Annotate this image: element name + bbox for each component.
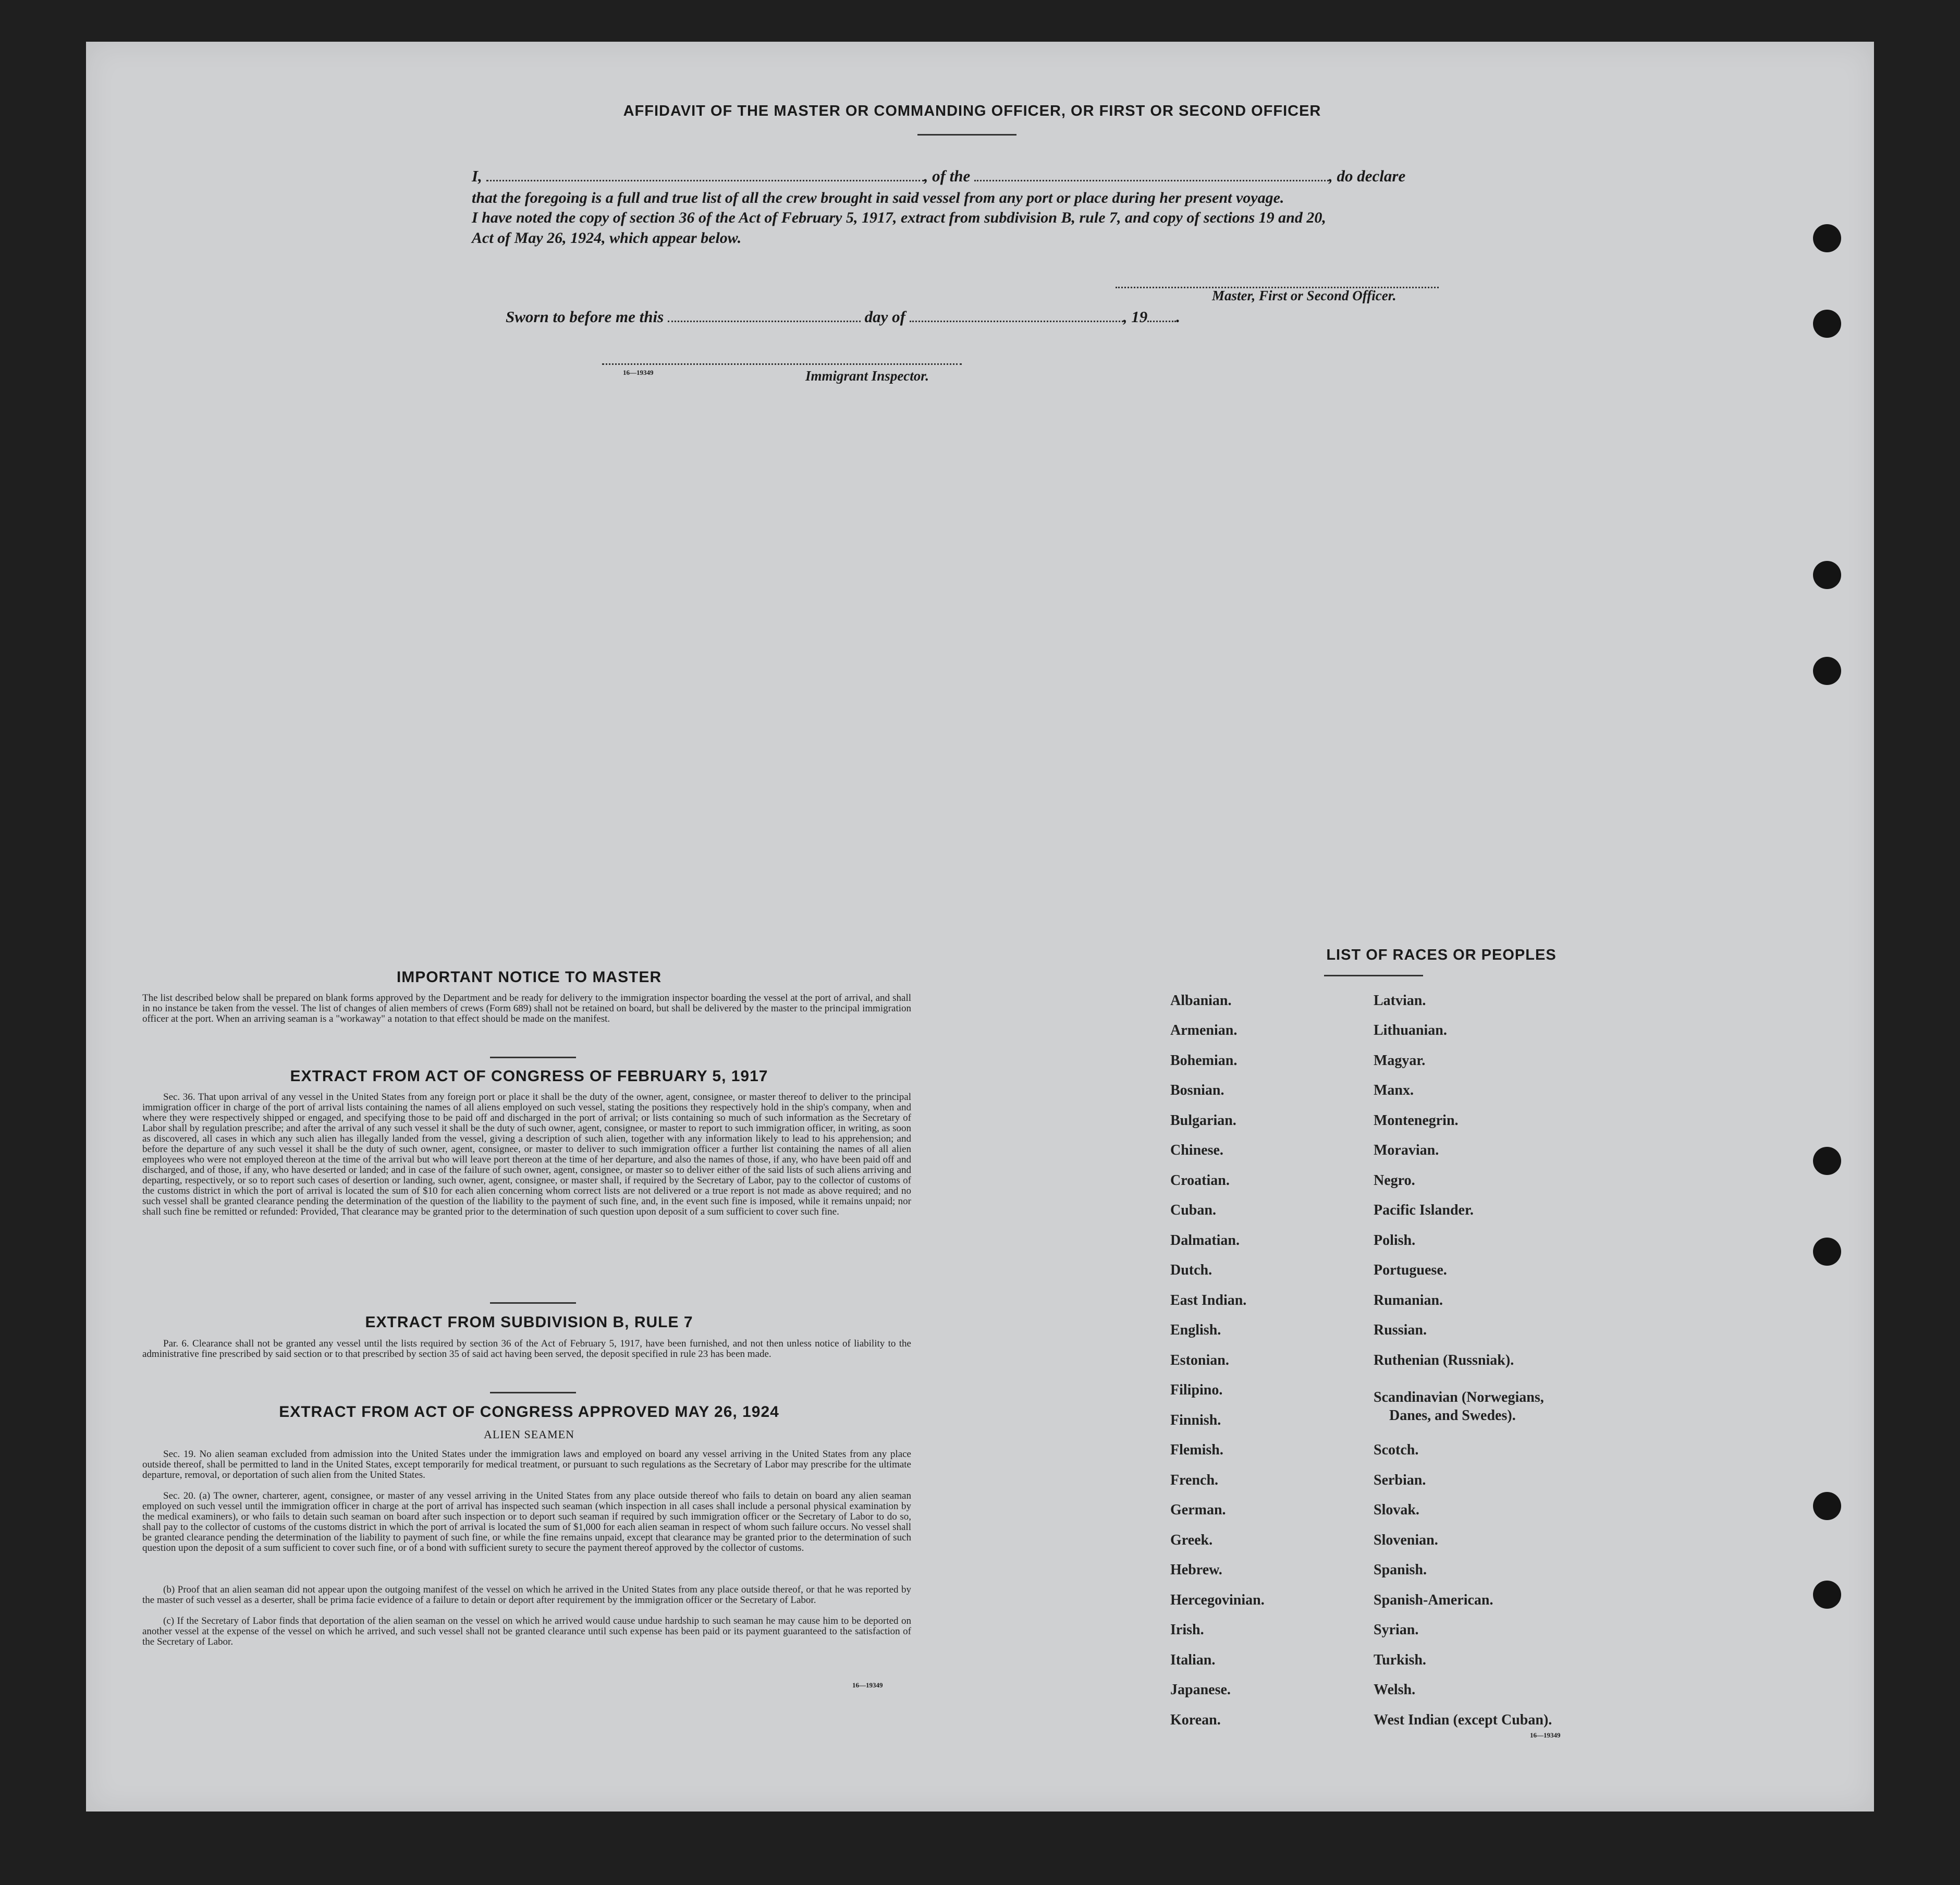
extract-1917-text: Sec. 36. That upon arrival of any vessel in the United States from any foreign port or place it shall be the duty of the owner, agent, consignee, or master thereof to deliver to the principal immigration officer in charge of the port of arrival lists containing the names of all aliens employed on such vessel, stating the positions they respectively hold in the ship's company, when and where they were respectively shipped or engaged, and specifying those to be paid off and discharged in the port of arrival; or lists containing so much of such information as the Secretary of Labor shall by regulation prescribe; and after the arrival of any such vessel it shall be the duty of such owner, agent, consignee, or master to report to such immigration officer, in writing, as soon as discovered, all cases in which any such alien has illegally landed from the vessel, giving a description of such alien, together with any information likely to lead to his apprehension; and before the departure of any such vessel it shall be the duty of such owner, agent, consignee, or master to deliver to such immigration officer a further list containing the names of all alien employees who were not employed thereon at the time of the arrival but who will leave port thereon at the time of her departure, and also the names of those, if any, who have been paid off and discharged, and of those, if any, who have deserted or landed; and in case of the failure of such owner, agent, consignee, or master so to deliver either of the said lists of such aliens arriving and departing, respectively, or so to report such cases of desertion or landing, such owner, agent, consignee, or master shall, if required by the Secretary of Labor, pay to the collector of customs of the customs district in which the port of arrival is located the sum of $10 for each alien concerning whom correct lists are not delivered or a true report is not made as above required; and no such vessel shall be granted clearance pending the determination of the question of the liability to the payment of such fine, and, in the event such fine is imposed, while it remains unpaid; nor shall such fine be remitted or refunded: Provided, That clearance may be granted prior to the determination of such question upon deposit of a sum sufficient to cover such fine.: [142, 1092, 911, 1217]
section-rule: [490, 1302, 576, 1304]
affidavit-title: AFFIDAVIT OF THE MASTER OR COMMANDING OFFICER, OR FIRST OR SECOND OFFICER: [623, 103, 1321, 119]
rule7-text: Par. 6. Clearance shall not be granted any vessel until the lists required by section 36 of the Act of February 5, 1917, have been furnished, and not then unless notice of liability to the administrative fine prescribed by said section or to that prescribed by section 35 of said act having been served, the deposit specified in rule 23 has been made.: [142, 1338, 911, 1360]
race-item: Albanian.: [1170, 993, 1232, 1009]
punch-hole: [1813, 1147, 1841, 1175]
affidavit-i: I,: [472, 167, 482, 185]
race-item: Dutch.: [1170, 1262, 1212, 1278]
race-item: Manx.: [1374, 1082, 1414, 1098]
race-item: Flemish.: [1170, 1442, 1223, 1458]
race-item: Croatian.: [1170, 1172, 1230, 1189]
race-item: Bulgarian.: [1170, 1112, 1236, 1129]
race-item: Serbian.: [1374, 1472, 1426, 1488]
race-item: Korean.: [1170, 1712, 1221, 1728]
race-item: Russian.: [1374, 1322, 1427, 1338]
inspector-signature-line: [602, 363, 962, 365]
punch-hole: [1813, 1581, 1841, 1609]
punch-hole: [1813, 224, 1841, 252]
race-item: Greek.: [1170, 1532, 1213, 1548]
notice-text: The list described below shall be prepared on blank forms approved by the Department and be ready for delivery to the immigration inspector boarding the vessel at the port of arrival, and shall in no instance be taken from the vessel. The list of changes of alien members of crews (Form 689) shall not be retained on board, but shall be delivered by the master to the principal immigration officer at the port. When an arriving seaman is a "workaway" a notation to that effect should be made on the manifest.: [142, 993, 911, 1024]
year-prefix: , 19: [1123, 308, 1148, 326]
sworn-line: Sworn to before me this day of , 19 .: [506, 308, 1180, 326]
extract-1924-subtitle: ALIEN SEAMEN: [484, 1428, 574, 1441]
race-item: Slovenian.: [1374, 1532, 1438, 1548]
race-item: Hercegovinian.: [1170, 1592, 1265, 1608]
race-item: Dalmatian.: [1170, 1232, 1240, 1248]
race-item: Danes, and Swedes).: [1389, 1407, 1516, 1424]
race-item: West Indian (except Cuban).: [1374, 1712, 1552, 1728]
race-item: Bohemian.: [1170, 1052, 1238, 1069]
affidavit-line-4: Act of May 26, 1924, which appear below.: [472, 229, 742, 247]
sworn-month-field: [910, 321, 1123, 322]
race-item: Spanish.: [1374, 1562, 1427, 1578]
race-item: Syrian.: [1374, 1622, 1419, 1638]
vessel-name-field: [974, 180, 1329, 181]
race-item: Latvian.: [1374, 993, 1426, 1009]
sec20a-text: Sec. 20. (a) The owner, charterer, agent, consignee, or master of any vessel arriving in the United States from any place outside thereof who fails to detain on board any alien seaman employed on such vessel until the immigration officer in charge at the port of arrival has inspected such seaman (which inspection in all cases shall include a personal physical examination by the medical examiners), or who fails to detain such seaman on board after such inspection or to deport such seaman if required by such immigration officer or the Secretary of Labor to do so, shall pay to the collector of customs of the customs district in which the port of arrival is located the sum of $1,000 for each alien seaman in respect of whom such failure occurs. No vessel shall be granted clearance pending the determination of the liability to payment of such fine, or while the fine remains unpaid, except that clearance may be granted prior to the determination of such question upon the deposit of a sum sufficient to cover such fine, or of a bond with sufficient surety to secure the payment thereof approved by the collector of customs.: [142, 1490, 911, 1553]
notice-title: IMPORTANT NOTICE TO MASTER: [396, 969, 662, 986]
race-item: Lithuanian.: [1374, 1022, 1447, 1038]
sworn-day-field: [668, 321, 861, 322]
document-page: [86, 42, 1874, 1811]
punch-hole: [1813, 1492, 1841, 1520]
sworn-year-field: [1147, 321, 1176, 322]
title-rule: [917, 134, 1016, 136]
extract-form-number: 16—19349: [852, 1681, 883, 1689]
rule7-title: EXTRACT FROM SUBDIVISION B, RULE 7: [365, 1314, 693, 1331]
race-item: Armenian.: [1170, 1022, 1238, 1038]
race-item: French.: [1170, 1472, 1219, 1488]
race-item: Magyar.: [1374, 1052, 1426, 1069]
races-title-rule: [1324, 975, 1423, 976]
punch-hole: [1813, 310, 1841, 338]
races-form-number: 16—19349: [1530, 1731, 1561, 1739]
extract-1924-title: EXTRACT FROM ACT OF CONGRESS APPROVED MAY 26, 1924: [279, 1403, 779, 1421]
affidavit-form-number: 16—19349: [623, 369, 654, 376]
race-item: Cuban.: [1170, 1202, 1216, 1218]
race-item: Bosnian.: [1170, 1082, 1224, 1098]
race-item: Pacific Islander.: [1374, 1202, 1474, 1218]
race-item: Portuguese.: [1374, 1262, 1447, 1278]
punch-hole: [1813, 657, 1841, 685]
sec20c-text: (c) If the Secretary of Labor finds that deportation of the alien seaman on the vessel on which he arrived would cause undue hardship to such seaman he may cause him to be deported on another vessel at the expense of the vessel on which he arrived, and such vessel shall not be granted clearance until such expense has been paid or its payment guaranteed to the satisfaction of the Secretary of Labor.: [142, 1615, 911, 1647]
affidavit-line-1: [472, 167, 1546, 186]
affidavit-line-2: that the foregoing is a full and true list of all the crew brought in said vessel from any port or place during her present voyage.: [472, 189, 1284, 206]
of-the-text: , of the: [924, 167, 971, 185]
sworn-text: Sworn to before me this: [506, 308, 664, 326]
race-item: German.: [1170, 1502, 1226, 1518]
race-item: English.: [1170, 1322, 1221, 1338]
race-item: Welsh.: [1374, 1682, 1416, 1698]
section-rule: [490, 1057, 576, 1058]
race-item: Finnish.: [1170, 1412, 1221, 1428]
section-rule: [490, 1392, 576, 1393]
affidavit-line-3: I have noted the copy of section 36 of the Act of February 5, 1917, extract from subdivision B, rule 7, and copy of sections 19 and 20,: [472, 209, 1326, 226]
race-item: Filipino.: [1170, 1382, 1223, 1398]
race-item: Japanese.: [1170, 1682, 1231, 1698]
punch-hole: [1813, 561, 1841, 589]
race-item: Turkish.: [1374, 1652, 1426, 1668]
sec20b-text: (b) Proof that an alien seaman did not appear upon the outgoing manifest of the vessel on which he arrived in the United States from any place outside thereof, or that he was reported by the master of such vessel as a deserter, shall be prima facie evidence of a failure to detain or deport after requirement by the immigration officer or the Secretary of Labor.: [142, 1584, 911, 1606]
race-item: Spanish-American.: [1374, 1592, 1493, 1608]
race-item: Montenegrin.: [1374, 1112, 1459, 1129]
sec19-text: Sec. 19. No alien seaman excluded from admission into the United States under the immigration laws and employed on board any vessel arriving in the United States from any place outside thereof, shall be permitted to land in the United States, except temporarily for medical treatment, or pursuant to such regulations as the Secretary of Labor may prescribe for the ultimate departure, removal, or deportation of such alien from the United States.: [142, 1449, 911, 1480]
race-item: Ruthenian (Russniak).: [1374, 1352, 1514, 1368]
master-signature-label: Master, First or Second Officer.: [1212, 288, 1396, 303]
declarant-name-field: [486, 180, 924, 181]
race-item: Italian.: [1170, 1652, 1216, 1668]
race-item: East Indian.: [1170, 1292, 1247, 1308]
race-item: Scandinavian (Norwegians,: [1374, 1389, 1544, 1405]
declare-text: , do declare: [1329, 167, 1406, 185]
race-item: Negro.: [1374, 1172, 1415, 1189]
day-of-text: day of: [864, 308, 905, 326]
races-title: LIST OF RACES OR PEOPLES: [1326, 947, 1557, 963]
race-item: Chinese.: [1170, 1142, 1223, 1158]
punch-hole: [1813, 1238, 1841, 1266]
inspector-label: Immigrant Inspector.: [805, 368, 929, 384]
race-item: Polish.: [1374, 1232, 1416, 1248]
race-item: Estonian.: [1170, 1352, 1229, 1368]
race-item: Irish.: [1170, 1622, 1204, 1638]
race-item: Slovak.: [1374, 1502, 1419, 1518]
race-item: Rumanian.: [1374, 1292, 1443, 1308]
extract-1917-title: EXTRACT FROM ACT OF CONGRESS OF FEBRUARY 5, 1917: [290, 1068, 768, 1085]
race-item: Hebrew.: [1170, 1562, 1222, 1578]
race-item: Moravian.: [1374, 1142, 1439, 1158]
race-item: Scotch.: [1374, 1442, 1419, 1458]
